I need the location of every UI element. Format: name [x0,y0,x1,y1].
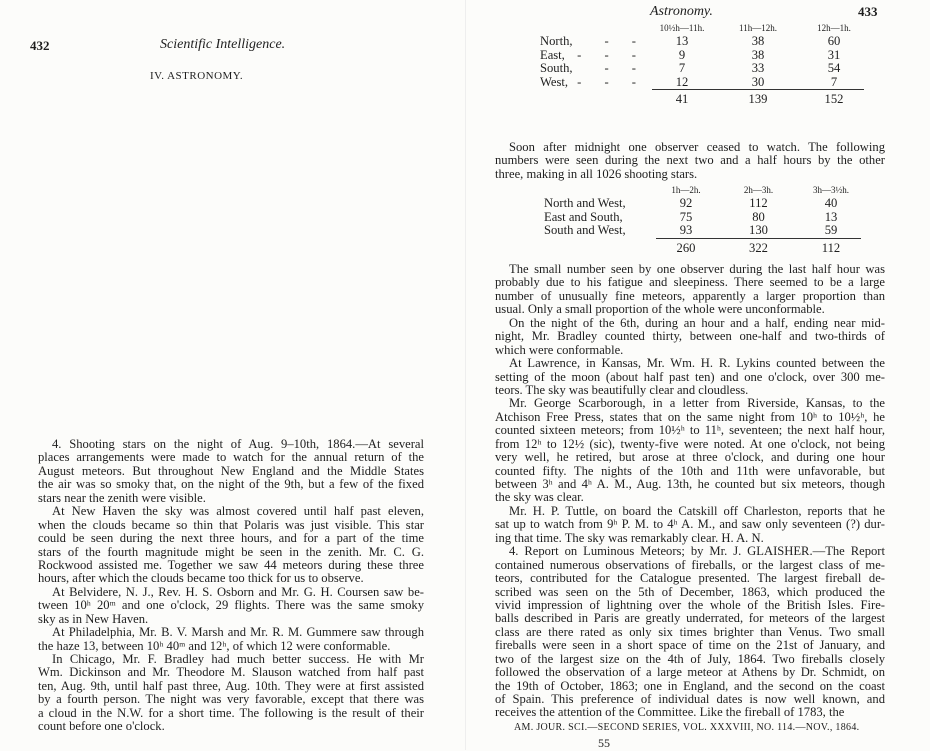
text-line: contained numerous observations of fireballs, or the largest class of me- [495,558,885,572]
meteor-table-directions [540,22,864,106]
text-line: sat up to watch from 9ʰ P. M. to 4ʰ A. M., and saw only seventeen (?) dur- [495,518,885,532]
row-label: North, [540,34,573,49]
text-line: In Chicago, Mr. F. Bradley had much better success. He with Mr [52,653,424,666]
leader-dashes: - - [604,34,646,49]
paragraph [38,586,424,626]
paragraph-between-tables [495,141,885,181]
cell-value: 7 [678,61,686,76]
total-value: 260 [656,238,716,255]
text-line: tween 10ʰ 20ᵐ and one o'clock, 29 flights. There was the same smoky [38,599,424,613]
table-header: 10½h—11h. [659,23,705,33]
text-line: Mr. H. P. Tuttle, on board the Catskill off Charleston, reports that he [509,504,885,518]
table-row [540,62,864,75]
table-header: 1h—2h. [671,185,701,195]
cell-value: 93 [679,223,693,238]
page-gutter [465,0,466,750]
cell-value: 13 [824,209,838,224]
text-line: receives the attention of the Committee. Like the fireball of 1783, the [495,706,845,720]
row-label: East and South, [544,209,623,224]
total-value: 322 [716,238,801,255]
total-value: 152 [804,90,864,107]
cell-value: 59 [824,223,838,238]
leader-dashes: - - - [577,74,646,89]
cell-value: 13 [675,34,689,49]
text-line: teors. The sky was beautifully clear and cloudless. [495,383,749,397]
text-line: could be seen during the next three hours, and for a part of the time [38,532,424,546]
text-line: three, making in all 1026 shooting stars. [495,167,698,181]
text-line: On the night of the 6th, during an hour and a half, ending near mid- [509,316,885,330]
text-line: teors, contributed for the Catalogue presented. The largest fireball de- [495,572,885,586]
text-line: scribed was seen on the 5th of December, 1863, which produced the [495,585,885,599]
paragraph [495,141,885,181]
section-title: IV. ASTRONOMY. [150,70,244,82]
text-line: 4. Report on Luminous Meteors; by Mr. J. GLAISHER.—The Report [509,545,885,559]
paragraph [495,505,885,545]
text-line: 4. Shooting stars on the night of Aug. 9–10th, 1864.—At several [52,438,424,451]
table-header: 3h—3½h. [813,185,849,195]
text-line: vivid impression of lightning over the whole of the British Isles. Fire- [495,598,885,612]
text-line: by a fourth person. The night was very favorable, except that there was [38,693,424,707]
text-line: the haze 13, between 10ʰ 40ᵐ and 12ʰ, of which 12 were conformable. [38,639,391,653]
totals-row [540,90,864,107]
cell-value: 80 [752,209,765,224]
cell-value: 54 [827,61,841,76]
page-number-right: 433 [858,4,878,19]
text-line: the air was so smoky that, on the night of the 9th, but a few of the fixed [38,478,424,492]
cell-value: 92 [679,196,693,211]
text-line: counted fifty. The nights of the 10th and 11th were unfavorable, but [495,464,885,478]
text-line: usual. Only a small proportion of the whole were unconformable. [495,303,825,317]
text-line: Soon after midnight one observer ceased to watch. The following [509,141,885,154]
table-header: 12h—1h. [817,23,851,33]
table-header: 2h—3h. [743,185,774,195]
table-row [540,49,864,62]
cell-value: 60 [827,34,841,49]
total-value: 139 [712,90,804,107]
text-line: when the clouds became so thin that Polaris was just visible. This star [38,518,424,532]
paragraph [495,317,885,357]
meteor-table-quarters [544,184,861,255]
total-value: 41 [652,90,712,107]
cell-value: 40 [824,196,838,211]
paragraph [38,505,424,586]
left-body-text [38,438,424,734]
cell-value: 30 [751,74,765,89]
paragraph [495,545,885,720]
leader-dashes: - - - [577,47,646,62]
table-row [544,197,861,210]
cell-value: 112 [749,196,768,211]
text-line: very well, he retired, but arose at three o'clock, and during one hour [495,451,885,465]
text-line: class are there rated as only six times brighter than Venus. Two small [495,625,885,639]
row-label: South and West, [544,223,626,238]
journal-footer: AM. JOUR. SCI.—SECOND SERIES, VOL. XXXVIII, NO. 114.—NOV., 1864. [514,722,860,733]
text-line: ing that time. The sky was remarkably clear. H. A. N. [495,531,764,545]
text-line: At Philadelphia, Mr. B. V. Marsh and Mr. R. M. Gummere saw through [52,626,424,640]
text-line: which were conformable. [495,343,624,357]
total-value: 112 [801,238,861,255]
text-line: At Lawrence, in Kansas, Mr. Wm. H. R. Lykins counted between the [509,357,885,371]
text-line: ten, Aug. 9th, until half past three, Aug. 10th. They were at first assisted [38,679,424,693]
cell-value: 38 [751,34,765,49]
cell-value: 33 [751,61,765,76]
leader-dashes: - - [604,61,646,76]
row-label: North and West, [544,196,626,211]
cell-value: 9 [678,47,686,62]
table-row [540,35,864,48]
text-line: setting of the moon (about half past ten) and one o'clock, over 300 me- [495,370,885,384]
text-line: sky as in New Haven. [38,612,149,626]
text-line: counted sixteen meteors; from 10½ʰ to 11ʰ, seventeen; the next half hour, [495,424,885,438]
text-line: from 12ʰ to 12½ (sic), twenty-five were noted. At one o'clock, not being [495,437,885,451]
text-line: count before one o'clock. [38,720,165,734]
row-label: East, [540,47,565,62]
totals-row [544,238,861,255]
text-line: numbers were seen during the next two and a half hours by the other [495,154,885,168]
text-line: places arrangements were made to watch for the annual return of the [38,451,424,465]
text-line: hours, after which the clouds became too thick for us to observe. [38,572,364,586]
row-label: South, [540,61,573,76]
cell-value: 130 [749,223,768,238]
table-row [544,224,861,238]
cell-value: 7 [830,74,838,89]
page-number-left: 432 [30,38,50,53]
cell-value: 31 [827,47,841,62]
text-line: Rockwood assisted me. Together we saw 44 meteors during these three [38,558,424,572]
running-head-left: Scientific Intelligence. [160,37,286,52]
text-line: The small number seen by one observer during the last half hour was [509,263,885,276]
text-line: between 3ʰ and 4ʰ A. M., Aug. 13th, he counted but six meteors, though [495,478,885,491]
paragraph [38,626,424,653]
table-row [544,211,861,224]
paragraph [38,653,424,734]
cell-value: 75 [679,209,693,224]
text-line: the sky was clear. [495,491,584,505]
running-head-right: Astronomy. [650,4,713,19]
text-line: probably due to his fatigue and sleepiness. There seemed to be a large [495,276,885,290]
text-line: number of unusually fine meteors, apparently a larger proportion than [495,289,885,303]
text-line: At Belvidere, N. J., Rev. H. S. Osborn and Mr. G. H. Coursen saw be- [52,585,424,599]
text-line: night, Mr. Bradley counted thirty, between one-half and two-thirds of [495,330,885,344]
table-row [540,76,864,90]
text-line: followed the observation of a large meteor at Athens by Dr. Schmidt, on [495,666,885,680]
text-line: fireballs were seen in a short space of time on the 21st of January, and [495,639,885,653]
right-body-text [495,263,885,720]
paragraph [495,397,885,505]
paragraph [495,357,885,397]
text-line: stars of the fourth magnitude might be seen in the zenith. Mr. C. G. [38,545,424,559]
text-line: Wm. Dickinson and Mr. Theodore M. Slauson watched from half past [38,666,424,680]
cell-value: 12 [675,74,689,89]
cell-value: 38 [751,47,765,62]
text-line: balls described in Paris are greatly underrated, for meteors of the largest [495,612,885,626]
text-line: of Spain. This preference of individual dates is now well known, and [495,693,885,706]
table-header: 11h—12h. [739,23,777,33]
paragraph [495,263,885,317]
text-line: At New Haven the sky was almost covered until half past eleven, [52,505,424,519]
text-line: Atchison Free Press, states that on the same night from 10ʰ to 10½ʰ, he [495,410,885,424]
text-line: Mr. George Scarborough, in a letter from Riverside, Kansas, to the [509,397,885,411]
row-label: West, [540,74,569,89]
paragraph [38,438,424,505]
text-line: stars near the zenith were visible. [38,491,206,505]
text-line: a cloud in the N.W. for a short time. The following is the result of their [38,706,424,720]
text-line: August meteors. But throughout New England and the Middle States [38,464,424,478]
text-line: the 19th of October, 1863; one in England, and the second on the coast [495,679,885,693]
signature-mark: 55 [598,736,610,750]
text-line: two of the largest size on the 4th of July, 1864. Two fireballs closely [495,652,885,666]
